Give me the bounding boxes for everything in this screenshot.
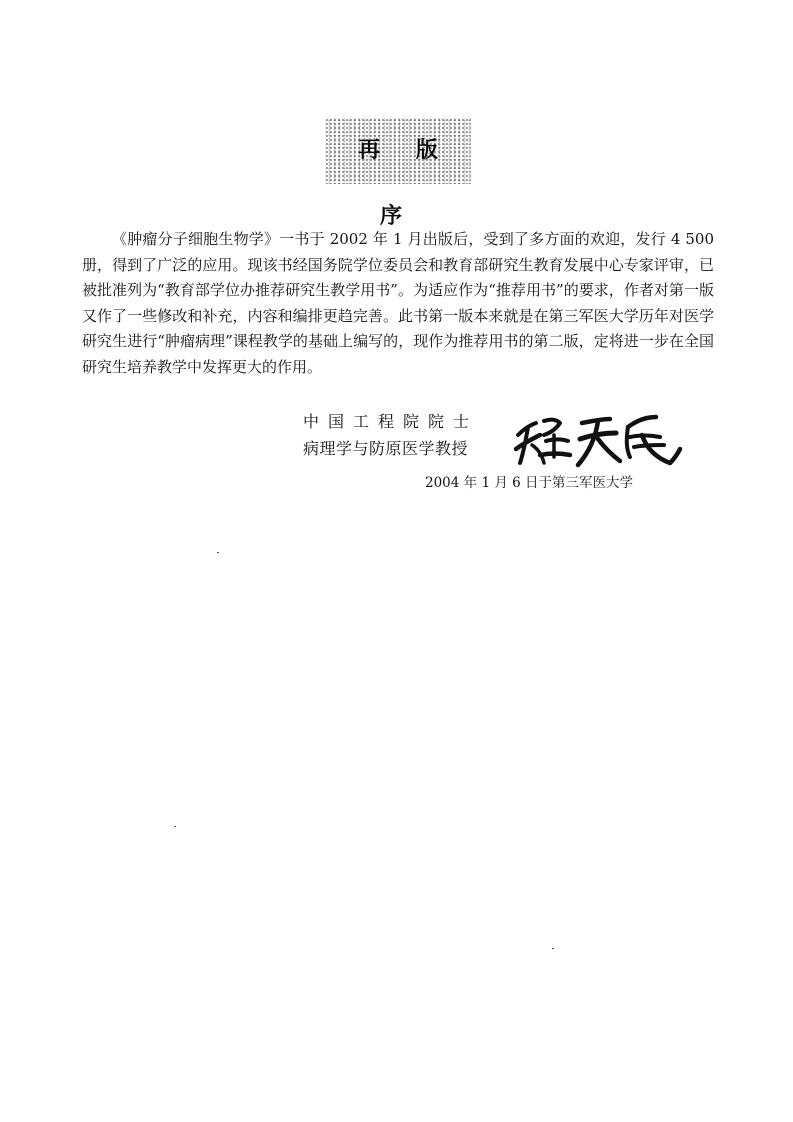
title-banner <box>325 118 471 229</box>
scan-speck <box>174 826 176 827</box>
author-title-line-1: 中国工程院院士 <box>303 412 479 431</box>
handwritten-signature <box>510 405 685 475</box>
page-title: 再 版 序 <box>358 138 452 229</box>
author-title-line-2: 病理学与防原医学教授 <box>303 439 469 458</box>
scan-speck <box>552 948 554 949</box>
preface-paragraph: 《肿瘤分子细胞生物学》一书于 2002 年 1 月出版后，受到了多方面的欢迎，发行 4 500 册，得到了广泛的应用。现该书经国务院学位委员会和教育部研究生教育发展中心专家评审，已被批准列为“教育部学位办推荐研究生教学用书”。为适应作为“推荐用书”的要求，作者对第一版又作了一些修改和补充，内容和编排更趋完善。此书第一版本来就是在第三军医大学历年对医学研究生进行“肿瘤病理”课程教学的基础上编写的，现作为推荐用书的第二版，定将进一步在全国研究生培养教学中发挥更大的作用。 <box>82 230 714 376</box>
date-and-place: 2004 年 1 月 6 日于第三军医大学 <box>425 475 633 491</box>
scan-speck <box>217 552 219 553</box>
